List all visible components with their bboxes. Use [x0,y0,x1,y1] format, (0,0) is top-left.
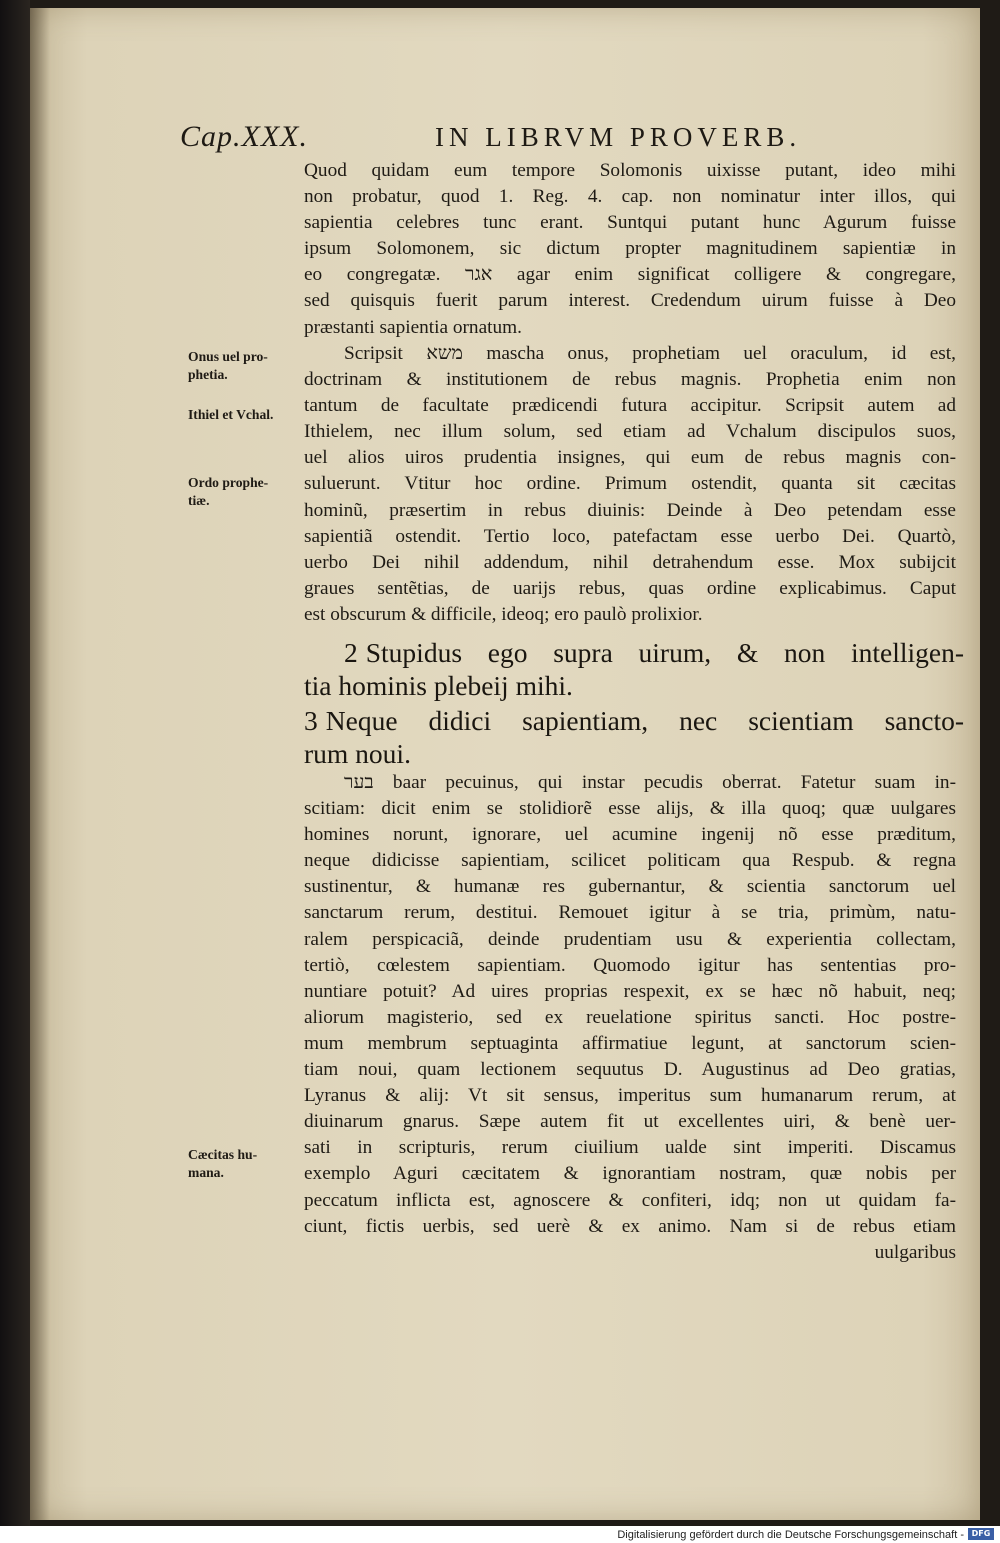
text-line: graues sentẽtias, de uarijs rebus, quas ordine explicabimus. Caput [304,577,956,599]
text-line: uerbo Dei nihil addendum, nihil detrahendum esse. Mox subijcit [304,551,956,573]
verse-number: 3 [304,705,318,736]
text-line: sed quisquis fuerit parum interest. Credendum uirum fuisse à Deo [304,290,956,312]
verse-text: Neque didici sapientiam, nec scientiam sancto- [325,705,964,736]
text-line: non probatur, quod 1. Reg. 4. cap. non nominatur inter illos, qui [304,186,956,208]
page-title: IN LIBRVM PROVERB. [435,122,802,152]
text-line: mum membrum septuaginta affirmatiue legunt, at sanctorum scien- [304,1032,956,1054]
margin-note-line: mana. [188,1165,224,1180]
text-line: diuinarum gnarus. Sæpe autem fit ut excellentes uiri, & benè uer- [304,1111,956,1133]
margin-note-line: phetia. [188,367,228,382]
text-line: Ithielem, nec illum solum, sed etiam ad Vchalum discipulos suos, [304,421,956,443]
page-binding-shadow [30,8,50,1520]
text-line: ipsum Solomonem, sic dictum propter magnitudinem sapientiæ in [304,238,956,260]
text-line: suluerunt. Vtitur hoc ordine. Primum ostendit, quanta sit cæcitas [304,473,956,495]
verse-2 [304,636,964,702]
text-line: בער baar pecuinus, qui instar pecudis oberrat. Fatetur suam in- [344,772,956,793]
chapter-label: Cap.XXX. [180,120,308,153]
text-line: exemplo Aguri cæcitatem & ignorantiam nostram, quæ nobis per [304,1163,956,1185]
text-line: sapientiã ostendit. Tertio loco, patefactam esse uerbo Dei. Quartò, [304,525,956,547]
text-line: sapientia celebres tunc erant. Suntqui putant hunc Agurum fuisse [304,212,956,234]
paragraph-baar [304,770,956,1266]
text-line: tantum de facultate prædicendi futura accipitur. Scripsit autem ad [304,395,956,417]
verse-text: Stupidus ego supra uirum, & non intelligen- [365,637,964,668]
verse-line [304,704,964,737]
margin-note-line: Cæcitas hu- [188,1147,258,1162]
text-line: ralem perspicaciã, deinde prudentiam usu & experientia collectam, [304,928,956,950]
margin-note-ithiel [188,406,306,424]
scanner-edge [0,0,30,1526]
verse-line: rum noui. [304,738,411,769]
running-head [30,120,980,160]
margin-note-line: Ithiel et Vchal. [188,407,274,422]
text-line: Quod quidam eum tempore Solomonis uixisse putant, ideo mihi [304,160,956,181]
catchword: uulgaribus [874,1241,956,1263]
text-line: nuntiare potuit? Ad uires proprias respexit, ex se hæc nõ habuit, neq; [304,980,956,1002]
text-line: Lyranus & alij: Vt sit sensus, imperitus sum humanarum rerum, at [304,1085,956,1107]
verse-number: 2 [344,637,358,668]
book-page [30,8,980,1520]
text-line: sati in scripturis, rerum ciuilium ualde sint imperiti. Discamus [304,1137,956,1159]
text-line: tertiò, cœlestem sapientiam. Quomodo igitur has sententias pro- [304,954,956,976]
text-line: peccatum inflicta est, agnoscere & confiteri, idq; non ut quidam fa- [304,1189,956,1211]
margin-note-onus [188,348,306,384]
margin-note-line: Ordo prophe- [188,475,269,490]
text-line: doctrinam & institutionem de rebus magnis. Prophetia enim non [304,369,956,391]
text-line: uel alios uiros prudentia insignes, qui eum de rebus magnis con- [304,447,956,469]
margin-note-line: Onus uel pro- [188,349,268,364]
paragraph-prophetia [304,341,956,628]
text-line: est obscurum & difficile, ideoq; ero paulò prolixior. [304,603,703,625]
text-line: neque didicisse sapientiam, scilicet politicam qua Respub. & regna [304,850,956,872]
paragraph-agur [304,158,956,341]
text-line: eo congregatæ. אגר agar enim significat colligere & congregare, [304,264,956,286]
margin-note-ordo [188,474,306,510]
verse-3 [304,704,964,770]
dfg-logo: DFG [968,1528,994,1540]
text-line: præstanti sapientia ornatum. [304,316,522,338]
text-line: ciunt, fictis uerbis, sed uerè & ex animo. Nam si de rebus etiam [304,1215,956,1237]
verse-line [304,636,964,669]
funding-credit: Digitalisierung gefördert durch die Deutsche Forschungsgemeinschaft - [617,1529,964,1541]
text-line: homines norunt, ignorare, uel acumine ingenij nõ esse præditum, [304,824,956,846]
margin-note-caecitas [188,1146,306,1182]
text-line: aliorum magisterio, sed ex reuelatione spiritus sancti. Hoc postre- [304,1006,956,1028]
text-line: tiam noui, quam lectionem sequutus D. Augustinus ad Deo gratias, [304,1059,956,1081]
text-line: sanctarum rerum, destitui. Remouet igitur à se tria, primùm, natu- [304,902,956,924]
text-line: Scripsit משא mascha onus, prophetiam uel oraculum, id est, [344,343,956,364]
text-line: sustinentur, & humanæ res gubernantur, & scientia sanctorum uel [304,876,956,898]
margin-note-line: tiæ. [188,493,210,508]
text-line: hominũ, præsertim in rebus diuinis: Deinde à Deo petendam esse [304,499,956,521]
text-line: scitiam: dicit enim se stolidiorẽ esse alijs, & illa quoq; quæ uulgares [304,798,956,820]
verse-line: tia hominis plebeij mihi. [304,670,573,701]
